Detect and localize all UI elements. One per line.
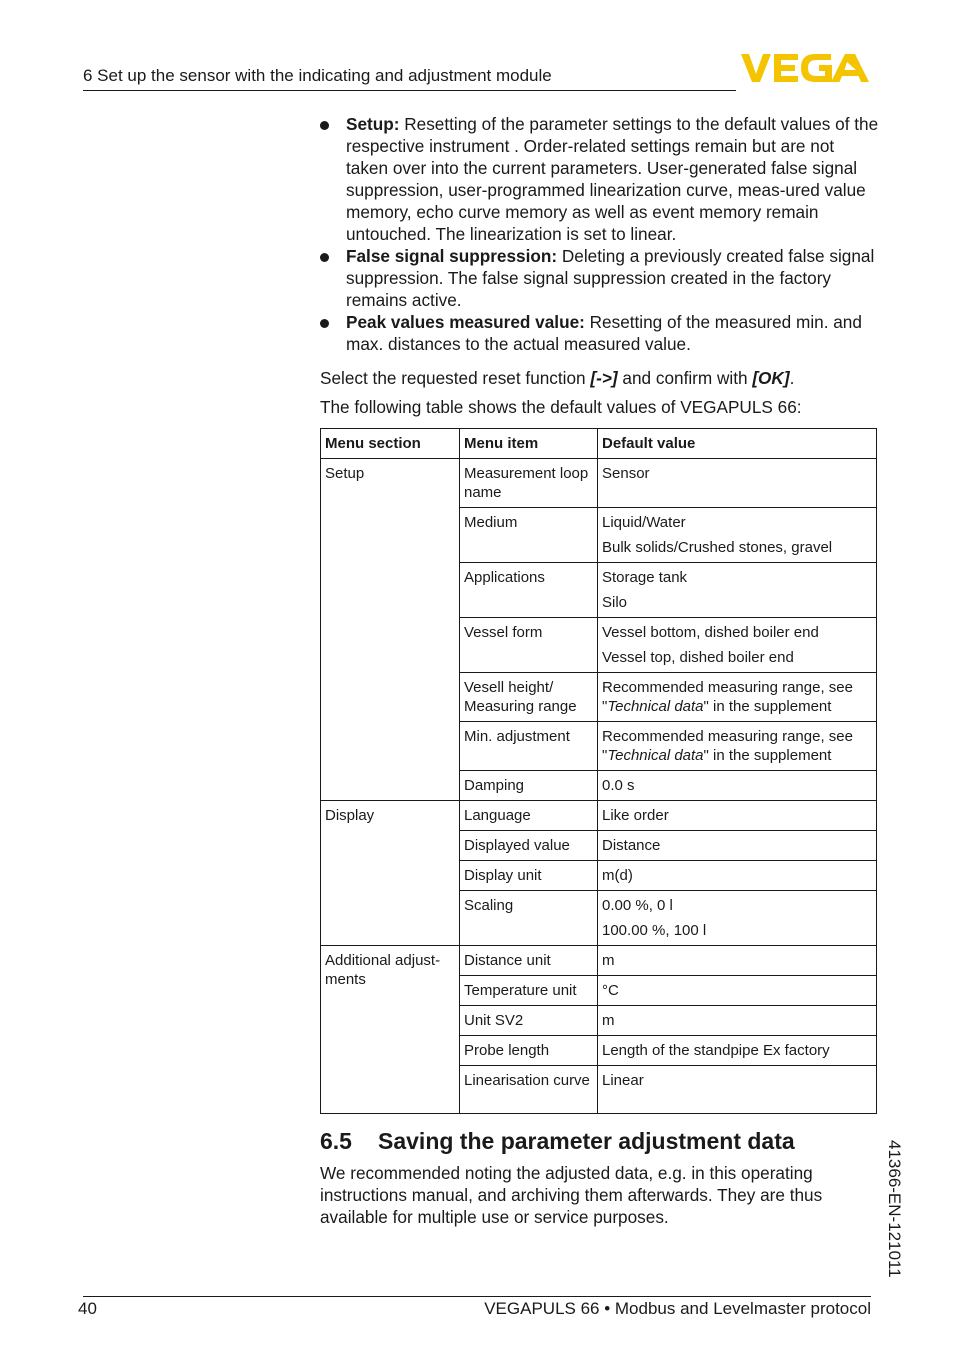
table-row: Additional adjust-ments Distance unit m: [321, 946, 877, 976]
table-row: Vesell height/ Measuring range Recommended measuring range, see "Technical data" in the supplement: [321, 673, 877, 722]
table-row: Temperature unit °C: [321, 976, 877, 1006]
table-row: Displayed value Distance: [321, 831, 877, 861]
table-row: Linearisation curve Linear: [321, 1066, 877, 1114]
list-item: False signal suppression: Deleting a previously created false signal suppression. The false signal suppression created in the factory remains active.: [320, 245, 880, 311]
header-rule: [83, 90, 736, 91]
footer-product: VEGAPULS 66 • Modbus and Levelmaster protocol: [484, 1299, 871, 1318]
table-row: Min. adjustment Recommended measuring range, see "Technical data" in the supplement: [321, 722, 877, 771]
table-row: Probe length Length of the standpipe Ex factory: [321, 1036, 877, 1066]
col-header-default-value: Default value: [598, 429, 877, 459]
col-header-menu-item: Menu item: [460, 429, 598, 459]
table-row: Damping 0.0 s: [321, 771, 877, 801]
instruction-text: Select the requested reset function [->] and confirm with [OK].: [320, 368, 795, 388]
header-chapter: 6 Set up the sensor with the indicating and adjustment module: [83, 66, 552, 85]
default-values-table: [320, 428, 877, 1114]
document-number: 41366-EN-121011: [885, 1140, 904, 1278]
section-heading: 6.5 Saving the parameter adjustment data: [320, 1128, 795, 1154]
table-row: Unit SV2 m: [321, 1006, 877, 1036]
footer-rule: [83, 1296, 871, 1297]
table-row: Display Language Like order: [321, 801, 877, 831]
table-row: Setup Measurement loop name Sensor: [321, 459, 877, 508]
vega-logo: [741, 52, 873, 84]
bullet-icon: [320, 253, 329, 262]
section-setup: Setup: [321, 459, 460, 801]
page-number: 40: [78, 1299, 97, 1318]
bullet-icon: [320, 121, 329, 130]
table-row: Scaling 0.00 %, 0 l 100.00 %, 100 l: [321, 891, 877, 946]
list-item: Peak values measured value: Resetting of the measured min. and max. distances to the actual measured value.: [320, 311, 880, 355]
table-intro: The following table shows the default values of VEGAPULS 66:: [320, 397, 802, 417]
table-row: Applications Storage tank Silo: [321, 563, 877, 618]
table-row: Display unit m(d): [321, 861, 877, 891]
table-row: Medium Liquid/Water Bulk solids/Crushed stones, gravel: [321, 508, 877, 563]
section-display: Display: [321, 801, 460, 946]
list-item: Setup: Resetting of the parameter settings to the default values of the respective instrument . Order-related settings remain but are not taken over into the current parameters. User-generated false signal suppression, user-programmed linearization curve, meas-ured value memory, echo curve memory as well as event memory remain untouched. The linearization is set to linear.: [320, 113, 880, 245]
col-header-menu-section: Menu section: [321, 429, 460, 459]
bullet-icon: [320, 319, 329, 328]
section-body: We recommended noting the adjusted data, e.g. in this operating instructions manual, and archiving them afterwards. They are thus available for multiple use or service purposes.: [320, 1163, 823, 1227]
reset-options-list: [320, 113, 880, 355]
table-row: Vessel form Vessel bottom, dished boiler end Vessel top, dished boiler end: [321, 618, 877, 673]
section-additional-adjustments: Additional adjust-ments: [321, 946, 460, 1114]
